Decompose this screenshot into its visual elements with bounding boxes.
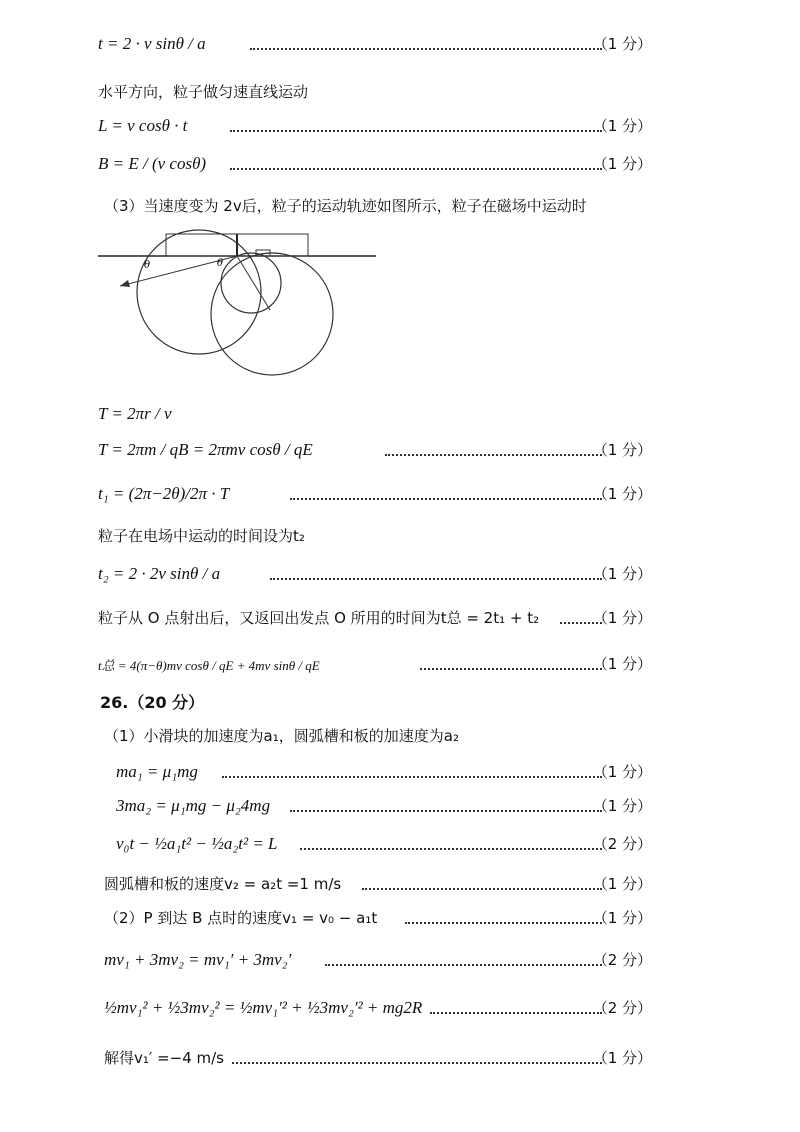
score: （1 分） [592, 441, 652, 459]
line-9 [0, 522, 800, 552]
text: （1）小滑块的加速度为a₁，圆弧槽和板的加速度为a₂ [104, 727, 459, 745]
equation: t总 = 4(π−θ)mv cosθ / qE + 4mv sinθ / qE [98, 658, 320, 673]
score: （1 分） [592, 1049, 652, 1067]
equation: t₂ = 2 · 2v sinθ / a [98, 564, 221, 583]
text: 水平方向，粒子做匀速直线运动 [98, 83, 309, 101]
score: （1 分） [592, 655, 652, 673]
dot-leader [420, 668, 602, 670]
line-15 [0, 792, 800, 822]
line-12 [0, 650, 800, 680]
equation: 3ma₂ = μ₁mg − μ₂4mg [116, 796, 271, 815]
dot-leader [300, 848, 602, 850]
line-20 [0, 994, 800, 1024]
score: （1 分） [592, 609, 652, 627]
line-13 [0, 722, 800, 752]
line-5 [0, 192, 800, 222]
score: （1 分） [592, 875, 652, 893]
line-17 [0, 870, 800, 900]
text: 解得v₁′ =−4 m/s [104, 1049, 224, 1067]
trajectory-figure [98, 228, 388, 378]
score: （1 分） [592, 485, 652, 503]
equation: L = v cosθ · t [98, 116, 188, 135]
equation: T = 2πm / qB = 2πmv cosθ / qE [98, 440, 313, 459]
equation: v₀t − ½a₁t² − ½a₂t² = L [116, 834, 278, 853]
line-7 [0, 436, 800, 466]
equation: ma₁ = μ₁mg [116, 762, 198, 781]
dot-leader [405, 922, 602, 924]
dot-leader [290, 498, 602, 500]
left-circle [137, 230, 261, 354]
inner-circle [221, 253, 281, 313]
score: （1 分） [592, 35, 652, 53]
equation: t₁ = (2π−2θ)/2π · T [98, 484, 230, 503]
line-14 [0, 758, 800, 788]
dot-leader [250, 48, 602, 50]
text: （2）P 到达 B 点时的速度v₁ = v₀ − a₁t [104, 909, 378, 927]
equation: ½mv₁² + ½3mv₂² = ½mv₁′² + ½3mv₂′² + mg2R [104, 998, 423, 1017]
score: （1 分） [592, 797, 652, 815]
dot-leader [230, 168, 602, 170]
angle-label-center: θ [217, 258, 224, 269]
equation: t = 2 · v sinθ / a [98, 34, 206, 53]
score: （1 分） [592, 565, 652, 583]
score: （2 分） [592, 951, 652, 969]
dot-leader [270, 578, 602, 580]
line-8 [0, 480, 800, 510]
line-6 [0, 390, 800, 430]
line-19 [0, 946, 800, 976]
text: 圆弧槽和板的速度v₂ = a₂t =1 m/s [104, 875, 342, 893]
dot-leader [222, 776, 602, 778]
line-4 [0, 150, 800, 180]
line-21 [0, 1044, 800, 1074]
score: （1 分） [592, 155, 652, 173]
score: （1 分） [592, 117, 652, 135]
line-3 [0, 112, 800, 142]
text: （3）当速度变为 2v后，粒子的运动轨迹如图所示，粒子在磁场中运动时 [104, 197, 587, 215]
line-11 [0, 604, 800, 634]
line-1 [0, 30, 800, 60]
dot-leader [290, 810, 602, 812]
equation: T = 2πr / v [98, 404, 172, 423]
line-10 [0, 560, 800, 590]
question-heading: 26.（20 分） [100, 693, 205, 712]
score: （2 分） [592, 835, 652, 853]
dot-leader [232, 1062, 602, 1064]
score: （1 分） [592, 909, 652, 927]
right-circle [211, 253, 333, 375]
line-2 [0, 78, 800, 108]
dot-leader [230, 130, 602, 132]
line-18 [0, 904, 800, 934]
dot-leader [430, 1012, 602, 1014]
angle-label-left: θ [144, 260, 151, 271]
line-16 [0, 830, 800, 860]
dot-leader [362, 888, 602, 890]
equation: B = E / (v cosθ) [98, 154, 207, 173]
radius-line [237, 256, 270, 310]
arrow-head [120, 280, 130, 287]
dot-leader [325, 964, 602, 966]
text: 粒子从 O 点射出后，又返回出发点 O 所用的时间为t总 = 2t₁ + t₂ [98, 609, 540, 627]
text: 粒子在电场中运动的时间设为t₂ [98, 527, 305, 545]
equation: mv₁ + 3mv₂ = mv₁′ + 3mv₂′ [104, 950, 292, 969]
score: （1 分） [592, 763, 652, 781]
dot-leader [385, 454, 602, 456]
score: （2 分） [592, 999, 652, 1017]
